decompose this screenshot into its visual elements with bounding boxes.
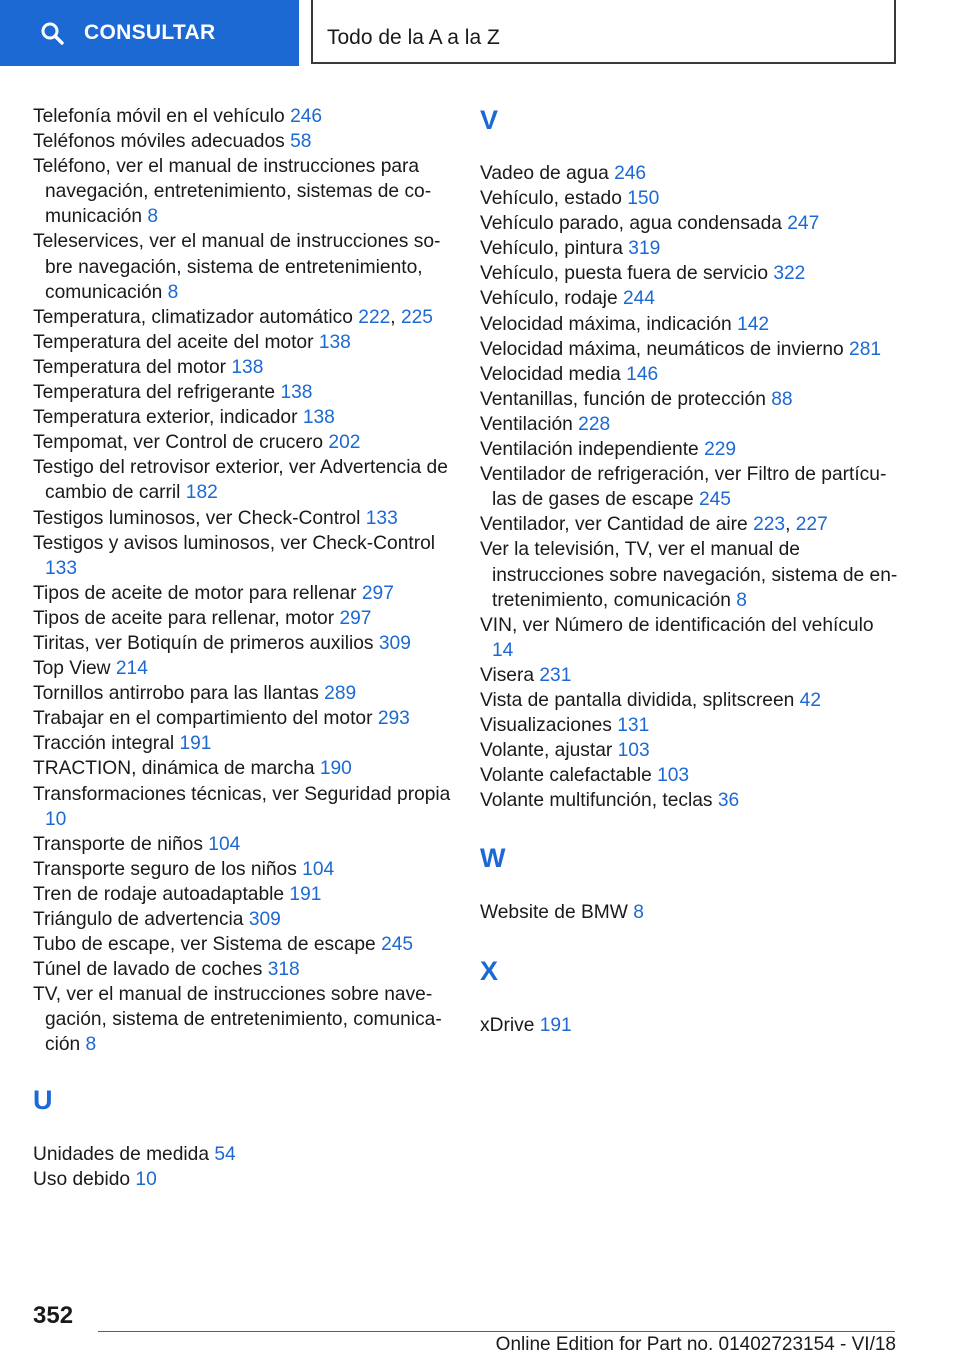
index-entry [33, 782, 451, 832]
entry-term: Temperatura, climatizador automático [33, 306, 353, 328]
index-entry [33, 1142, 451, 1167]
entry-term: Teléfonos móviles adecuados [33, 131, 285, 153]
entry-term: Tubo de escape, ver Sistema de escape [33, 934, 376, 956]
page-reference-link[interactable]: 318 [267, 959, 300, 981]
page-reference-link[interactable]: 293 [377, 708, 410, 730]
page-number: 352 [33, 1302, 74, 1329]
page-reference-link[interactable]: 229 [704, 439, 737, 461]
page-reference-link[interactable]: 190 [319, 758, 352, 780]
index-entry [480, 186, 898, 211]
page-reference-link[interactable]: 191 [289, 883, 322, 905]
entry-term: Top View [33, 658, 111, 680]
entry-term: Vehículo, estado [480, 188, 622, 210]
entry-term: Tracción integral [33, 733, 175, 755]
page-reference-link[interactable]: 281 [849, 338, 882, 360]
page-reference-link[interactable]: 309 [378, 632, 411, 654]
page-reference-link[interactable]: 246 [290, 106, 323, 127]
entry-term: Tren de rodaje autoadaptable [33, 883, 285, 905]
index-entry [33, 104, 451, 129]
index-entry [480, 437, 898, 462]
entry-term: Volante calefactable [480, 765, 652, 787]
page-reference-link[interactable]: 10 [45, 808, 67, 830]
entry-list-w [480, 900, 898, 925]
index-entry [33, 681, 451, 706]
index-entry [33, 656, 451, 681]
entry-term: Vehículo, puesta fuera de servicio [480, 263, 768, 285]
page-reference-link[interactable]: 10 [135, 1168, 157, 1190]
index-entry [33, 756, 451, 781]
entry-term: Transporte seguro de los niños [33, 858, 297, 880]
entry-term: Teleservices, ver el manual de instrucciones sobre navegación, sistema de entretenimiento, comunicación [33, 231, 441, 303]
page-reference-link[interactable]: 14 [492, 639, 514, 661]
index-column-left [33, 104, 451, 1192]
entry-term: VIN, ver Número de identificación del vehículo [480, 614, 874, 636]
entry-term: Unidades de medida [33, 1143, 210, 1165]
entry-term: Testigos luminosos, ver Check-Control [33, 507, 361, 529]
index-entry [33, 581, 451, 606]
page-reference-link[interactable]: 227 [795, 514, 828, 536]
page-reference-link[interactable]: 138 [302, 407, 335, 429]
entry-term: Vadeo de agua [480, 163, 609, 184]
page-reference-link[interactable]: 138 [231, 356, 264, 378]
entry-term: Velocidad máxima, indicación [480, 313, 732, 335]
entry-term: Túnel de lavado de coches [33, 959, 263, 981]
page-reference-link[interactable]: 8 [167, 281, 179, 303]
entry-list-v [480, 161, 898, 813]
page-reference-link[interactable]: 297 [339, 607, 372, 629]
index-entry [480, 312, 898, 337]
entry-term: Ventilador, ver Cantidad de aire [480, 514, 748, 536]
index-entry [33, 154, 451, 229]
index-entry [33, 932, 451, 957]
index-entry [33, 731, 451, 756]
page-reference-link[interactable]: 289 [324, 683, 357, 705]
page-reference-link[interactable]: 150 [627, 188, 660, 210]
page-reference-link[interactable]: 319 [628, 238, 661, 260]
index-entry [33, 330, 451, 355]
page-reference-link[interactable]: 222 [358, 306, 391, 328]
entry-term: Visualizaciones [480, 715, 612, 737]
search-icon [40, 21, 64, 45]
page-reference-link[interactable]: 104 [302, 858, 335, 880]
entry-term: Telefonía móvil en el vehículo [33, 106, 285, 127]
entry-term: Transporte de niños [33, 833, 203, 855]
index-entry [480, 537, 898, 612]
entry-term: Website de BMW [480, 902, 628, 924]
index-entry [480, 211, 898, 236]
footer-edition: Online Edition for Part no. 01402723154 - VI/18 [495, 1334, 896, 1355]
index-entry [480, 788, 898, 813]
page-reference-link[interactable]: 225 [400, 306, 433, 328]
entry-term: Tempomat, ver Control de crucero [33, 432, 324, 454]
page-reference-link[interactable]: 138 [318, 331, 351, 353]
entry-term: Visera [480, 664, 535, 686]
page-reference-link[interactable]: 36 [717, 790, 740, 812]
page-reference-link[interactable]: 131 [617, 715, 650, 737]
page-reference-link[interactable]: 231 [539, 664, 572, 686]
index-entry [480, 261, 898, 286]
page-reference-link[interactable]: 245 [698, 489, 731, 511]
index-entry: Ventilador, ver Cantidad de aire 223, 227 [480, 514, 828, 536]
page-reference-link[interactable]: 146 [626, 363, 659, 385]
page-reference-link[interactable]: 133 [365, 507, 398, 529]
page-reference-link[interactable]: 246 [614, 163, 647, 184]
entry-term: Velocidad media [480, 363, 621, 385]
entry-term: TRACTION, dinámica de marcha [33, 758, 315, 780]
page-reference-link[interactable]: 297 [361, 582, 394, 604]
entry-term: Ventanillas, función de protección [480, 388, 766, 410]
index-entry [33, 506, 451, 531]
entry-list-x [480, 1013, 898, 1038]
entry-list-u [33, 1142, 451, 1192]
entry-term: Ventilador de refrigeración, ver Filtro de partículas de gases de escape [480, 464, 887, 511]
index-entry [480, 900, 898, 925]
entry-term: TV, ver el manual de instrucciones sobre navegación, sistema de entretenimiento, comunicación [33, 984, 442, 1056]
index-entry [33, 631, 451, 656]
page-reference-link[interactable]: 142 [737, 313, 770, 335]
page-reference-link[interactable]: 8 [85, 1034, 97, 1056]
index-entry [33, 982, 451, 1057]
section-title: Todo de la A a la Z [311, 0, 896, 64]
page-reference-link[interactable]: 58 [290, 131, 312, 153]
entry-term: Tipos de aceite para rellenar, motor [33, 607, 335, 629]
index-entry [480, 236, 898, 261]
index-entry [33, 907, 451, 932]
index-column-right [480, 104, 898, 1038]
entry-term: Vista de pantalla dividida, splitscreen [480, 689, 795, 711]
entry-term: Velocidad máxima, neumáticos de invierno [480, 338, 844, 360]
page-reference-link[interactable]: 88 [771, 388, 793, 410]
index-entry [33, 832, 451, 857]
entry-term: Volante multifunción, teclas [480, 790, 713, 812]
page-reference-link[interactable]: 182 [185, 482, 218, 504]
entry-term: Ver la televisión, TV, ver el manual de instrucciones sobre navegación, sistema de entretenimiento, comunicación [480, 539, 898, 611]
letter-heading-w: W [480, 843, 506, 874]
page-header [0, 0, 960, 66]
page-reference-link[interactable]: 133 [45, 557, 78, 579]
entry-term: Trabajar en el compartimiento del motor [33, 708, 373, 730]
page-reference-link[interactable]: 103 [657, 765, 690, 787]
index-entry [33, 430, 451, 455]
index-entry [480, 387, 898, 412]
index-entry [480, 663, 898, 688]
entry-term: Volante, ajustar [480, 740, 613, 762]
index-entry [33, 1167, 451, 1192]
page-reference-link[interactable]: 191 [539, 1014, 572, 1036]
index-entry [480, 738, 898, 763]
index-entry [480, 462, 898, 512]
page-reference-link[interactable]: 245 [381, 934, 414, 956]
entry-term: Testigos y avisos luminosos, ver Check-Control [33, 532, 436, 554]
index-entry [33, 857, 451, 882]
entry-list-t [33, 104, 451, 1058]
letter-heading-u: U [33, 1084, 53, 1115]
entry-term: Testigo del retrovisor exterior, ver Advertencia de cambio de carril [33, 457, 448, 504]
page-reference-link[interactable]: 247 [787, 213, 820, 235]
index-entry [480, 613, 898, 663]
index-entry [480, 161, 898, 186]
index-entry [480, 337, 898, 362]
page-reference-link[interactable]: 104 [208, 833, 241, 855]
index-entry [480, 286, 898, 311]
entry-term: Ventilación [480, 413, 573, 435]
index-entry [33, 706, 451, 731]
page-reference-link[interactable]: 223 [753, 514, 786, 536]
index-entry [480, 763, 898, 788]
index-entry [480, 688, 898, 713]
index-entry [480, 713, 898, 738]
page-reference-link[interactable]: 214 [115, 658, 148, 680]
index-entry [33, 606, 451, 631]
entry-term: Teléfono, ver el manual de instrucciones para navegación, entretenimiento, sistemas de comunicación [33, 156, 432, 228]
consult-label: CONSULTAR [84, 21, 216, 44]
letter-heading-x: X [480, 955, 499, 986]
index-entry [33, 380, 451, 405]
index-entry [33, 882, 451, 907]
entry-term: Uso debido [33, 1168, 131, 1190]
page-reference-link[interactable]: 202 [328, 432, 361, 454]
page-reference-link[interactable]: 103 [617, 740, 650, 762]
index-entry [480, 412, 898, 437]
page-reference-link[interactable]: 138 [280, 382, 313, 404]
entry-term: Tornillos antirrobo para las llantas [33, 683, 319, 705]
entry-term: Temperatura del motor [33, 356, 227, 378]
page-reference-link[interactable]: 191 [179, 733, 212, 755]
index-entry [33, 129, 451, 154]
entry-term: Ventilación independiente [480, 439, 699, 461]
consult-button[interactable] [0, 0, 299, 66]
entry-term: Temperatura del refrigerante [33, 382, 276, 404]
entry-term: Tiritas, ver Botiquín de primeros auxilios [33, 632, 374, 654]
index-entry [33, 455, 451, 505]
entry-term: xDrive [480, 1014, 535, 1036]
entry-term: Temperatura exterior, indicador [33, 407, 298, 429]
entry-term: Triángulo de advertencia [33, 909, 244, 930]
page-reference-link[interactable]: 8 [147, 206, 159, 228]
index-entry [33, 355, 451, 380]
entry-term: Vehículo, pintura [480, 238, 623, 260]
entry-term: Vehículo parado, agua condensada [480, 213, 782, 235]
index-entry [33, 531, 451, 581]
page-reference-link[interactable]: 54 [214, 1143, 236, 1165]
entry-term: Transformaciones técnicas, ver Seguridad propia [33, 783, 451, 805]
page-reference-link[interactable]: 42 [799, 689, 821, 711]
page-reference-link[interactable]: 8 [633, 902, 644, 924]
index-entry [480, 362, 898, 387]
page-reference-link[interactable]: 8 [736, 589, 747, 611]
index-entry: Temperatura, climatizador automático 222, 225 [33, 306, 433, 328]
page-reference-link[interactable]: 322 [773, 263, 806, 285]
entry-term: Temperatura del aceite del motor [33, 331, 314, 353]
index-entry [33, 405, 451, 430]
index-entry [33, 229, 451, 304]
page-reference-link[interactable]: 309 [248, 909, 281, 930]
index-entry [33, 957, 451, 982]
entry-term: Vehículo, rodaje [480, 288, 618, 310]
page-reference-link[interactable]: 244 [622, 288, 655, 310]
index-entry [480, 1013, 898, 1038]
page-reference-link[interactable]: 228 [578, 413, 611, 435]
letter-heading-v: V [480, 105, 499, 135]
entry-term: Tipos de aceite de motor para rellenar [33, 582, 357, 604]
